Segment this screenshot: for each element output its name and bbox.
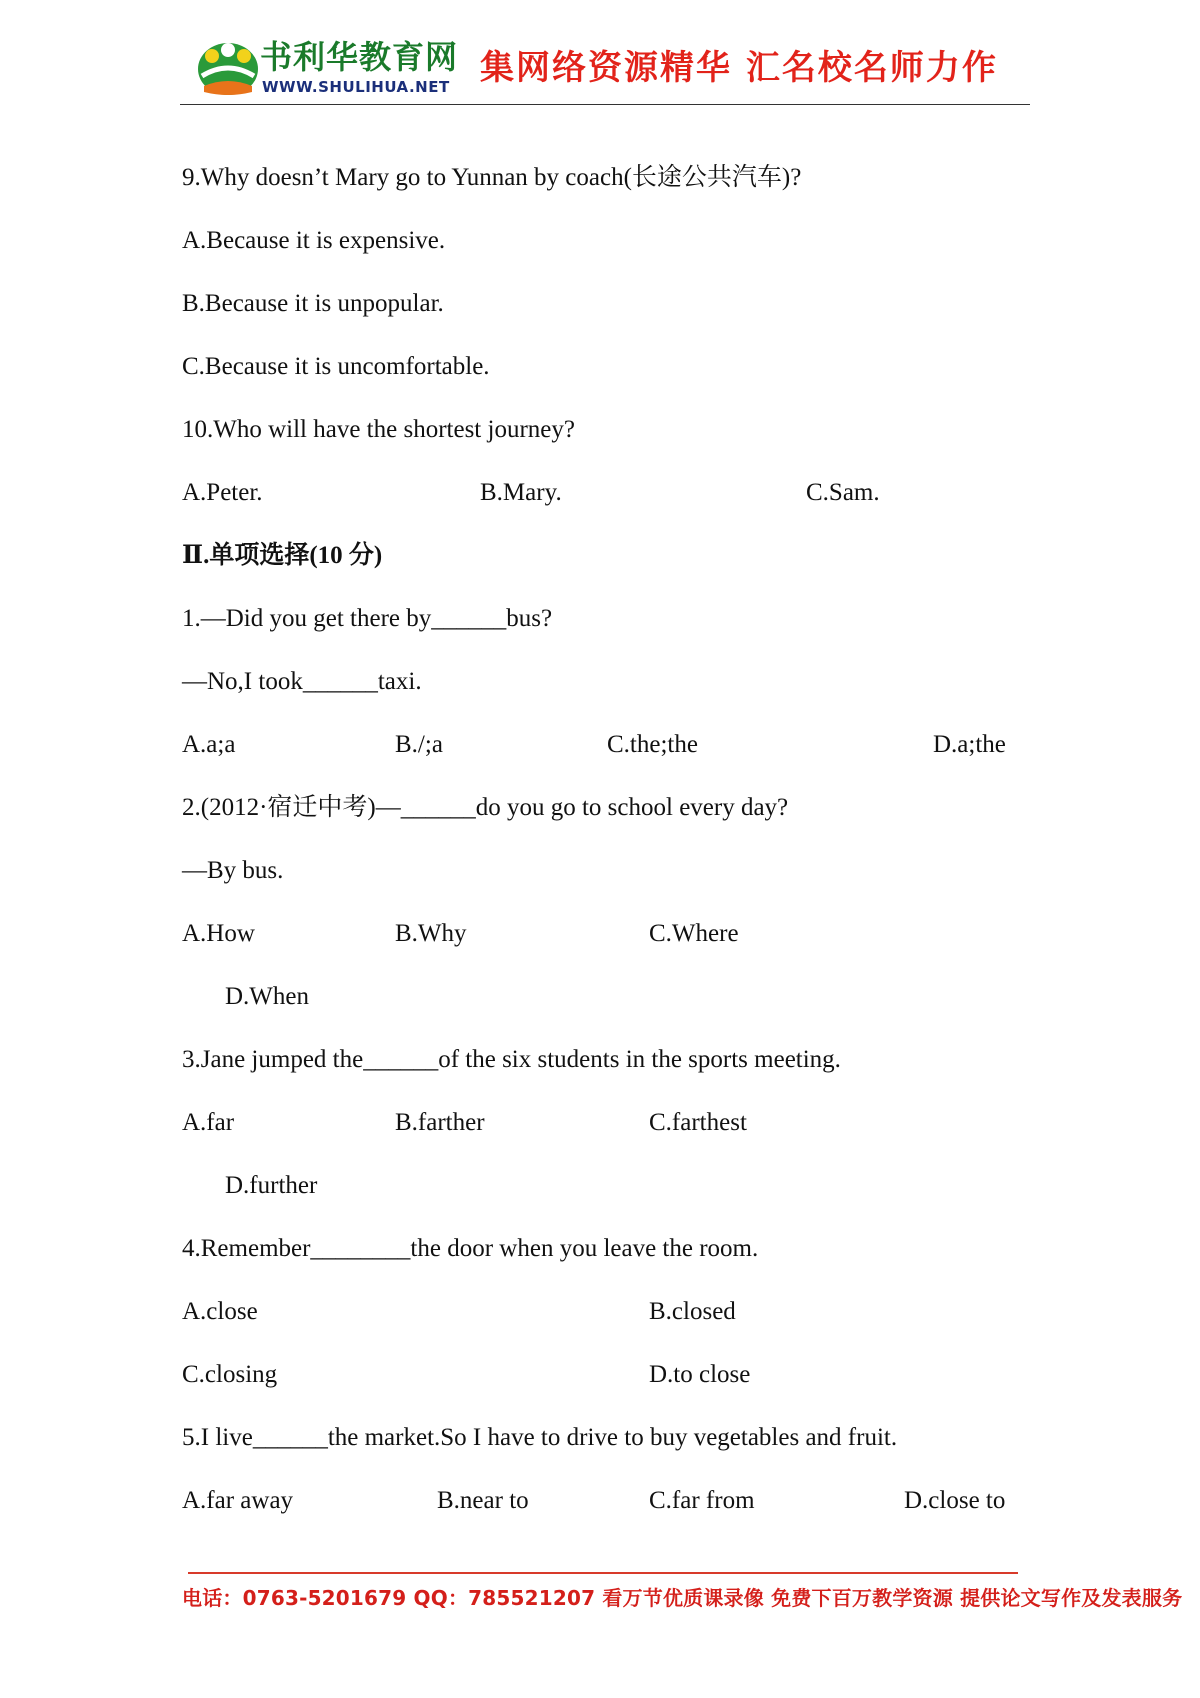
q5-option-a: A.far away: [182, 1487, 294, 1514]
question-5: 5.I live______the market.So I have to drive to buy vegetables and fruit.: [182, 1424, 898, 1451]
header-slogan: 集网络资源精华 汇名校名师力作: [480, 48, 998, 88]
q3-option-d: D.further: [225, 1172, 318, 1199]
header-divider: [180, 104, 1030, 105]
question-2-reply: —By bus.: [182, 857, 284, 884]
q5-option-c: C.far from: [649, 1487, 755, 1514]
q1-option-c: C.the;the: [607, 731, 698, 758]
shulihua-logo-icon: [194, 36, 264, 98]
section-heading: Ⅱ.单项选择(10 分): [182, 542, 383, 569]
q1-option-d: D.a;the: [933, 731, 1006, 758]
q4-option-b: B.closed: [649, 1298, 736, 1325]
footer-contact: 电话：0763-5201679 QQ：785521207 看万节优质课录像 免费下百万教学资源 提供论文写作及发表服务: [182, 1586, 1183, 1610]
brand-name: 书利华教育网: [260, 38, 459, 76]
q1-option-b: B./;a: [395, 731, 443, 758]
q4-option-c: C.closing: [182, 1361, 278, 1388]
question-1: 1.—Did you get there by______bus?: [182, 605, 553, 632]
question-3: 3.Jane jumped the______of the six students in the sports meeting.: [182, 1046, 841, 1073]
q3-option-b: B.farther: [395, 1109, 485, 1136]
page-header: [180, 30, 1030, 108]
footer-divider: [188, 1572, 1018, 1574]
q10-option-a: A.Peter.: [182, 479, 263, 506]
q5-option-d: D.close to: [904, 1487, 1006, 1514]
q9-option-c: C.Because it is uncomfortable.: [182, 353, 490, 380]
question-4: 4.Remember________the door when you leave the room.: [182, 1235, 759, 1262]
q2-option-c: C.Where: [649, 920, 739, 947]
q1-option-a: A.a;a: [182, 731, 236, 758]
q10-option-b: B.Mary.: [480, 479, 562, 506]
question-10: 10.Who will have the shortest journey?: [182, 416, 575, 443]
q5-option-b: B.near to: [437, 1487, 529, 1514]
q3-option-a: A.far: [182, 1109, 235, 1136]
q4-option-d: D.to close: [649, 1361, 751, 1388]
question-9: 9.Why doesn’t Mary go to Yunnan by coach(长途公共汽车)?: [182, 164, 802, 191]
q4-option-a: A.close: [182, 1298, 258, 1325]
brand-url: WWW.SHULIHUA.NET: [262, 78, 450, 96]
question-2: 2.(2012·宿迁中考)—______do you go to school every day?: [182, 794, 789, 821]
q10-option-c: C.Sam.: [806, 479, 880, 506]
q2-option-b: B.Why: [395, 920, 467, 947]
q9-option-a: A.Because it is expensive.: [182, 227, 446, 254]
q9-option-b: B.Because it is unpopular.: [182, 290, 444, 317]
q2-option-a: A.How: [182, 920, 255, 947]
question-1-reply: —No,I took______taxi.: [182, 668, 422, 695]
q3-option-c: C.farthest: [649, 1109, 747, 1136]
q2-option-d: D.When: [225, 983, 309, 1010]
